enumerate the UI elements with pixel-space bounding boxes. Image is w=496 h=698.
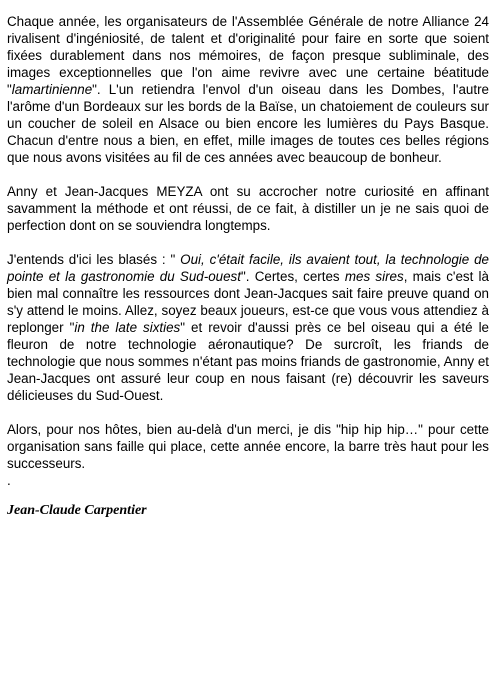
article-body [7,13,489,519]
paragraph-thanks: Alors, pour nos hôtes, bien au-delà d'un merci, je dis "hip hip hip…" pour cette organisation sans faille qui place, cette année encore, la barre très haut pour les successeurs. [7,422,489,471]
paragraph-blases [7,251,489,404]
paragraph-intro-emphasis: lamartinienne [11,82,93,97]
paragraph-intro [7,13,489,166]
paragraph-intro-text-c: ". L'un retiendra l'envol d'un oiseau dans les Dombes, l'autre l'arôme d'un Bordeaux sur les bords de la Baïse, un chatoiement de couleurs sur un coucher de soleil en Alsace ou bien encore les lumières du Pays Basque. Chacun d'entre nous a bien, en effet, mille images de toutes ces belles régions que nous avons visitées au fil de ces années avec beaucoup de bonheur. [7,82,489,165]
paragraph-blases-quote: Oui, c'était facile, ils avaient tout, la technologie de pointe et la gastronomie du Sud-ouest [7,252,489,284]
paragraph-blases-text-e: , mais c'est là bien mal connaître les ressources dont Jean-Jacques sait faire preuve quand on s'y attend le moins. Allez, soyez beaux joueurs, est-ce que vous vous attendiez à replonger " [7,269,489,335]
paragraph-blases-sixties: in the late sixties [74,320,181,335]
paragraph-hosts: Anny et Jean-Jacques MEYZA ont su accrocher notre curiosité en affinant savamment la méthode et ont réussi, de ce fait, à distiller un je ne sais quoi de perfection dont on se souviendra longtemps. [7,184,489,233]
paragraph-blases-mes-sires: mes sires [344,269,404,284]
paragraph-blases-text-g: " et revoir d'aussi près ce bel oiseau qui a été le fleuron de notre technologie aéronautique? De surcroît, les friands de technologie que nous sommes n'étant pas moins friands de gastronomie, Anny et Jean-Jacques ont assuré leur coup en nous faisant (re) découvrir les saveurs délicieuses du Sud-Ouest. [7,320,489,403]
separator-dot: . [7,473,11,488]
paragraph-blases-text-c: ". Certes, certes [240,269,345,284]
paragraph-blases-text-a: J'entends d'ici les blasés : " [7,252,176,267]
paragraph-intro-text-a: Chaque année, les organisateurs de l'Assemblée Générale de notre Alliance 24 rivalisent d'ingéniosité, de talent et d'originalité pour faire en sorte que soient fixées durablement dans nos mémoires, de façon presque subliminale, des images exceptionnelles que l'on aime revivre avec une certaine béatitude " [7,14,489,97]
signature: Jean-Claude Carpentier [7,503,147,518]
